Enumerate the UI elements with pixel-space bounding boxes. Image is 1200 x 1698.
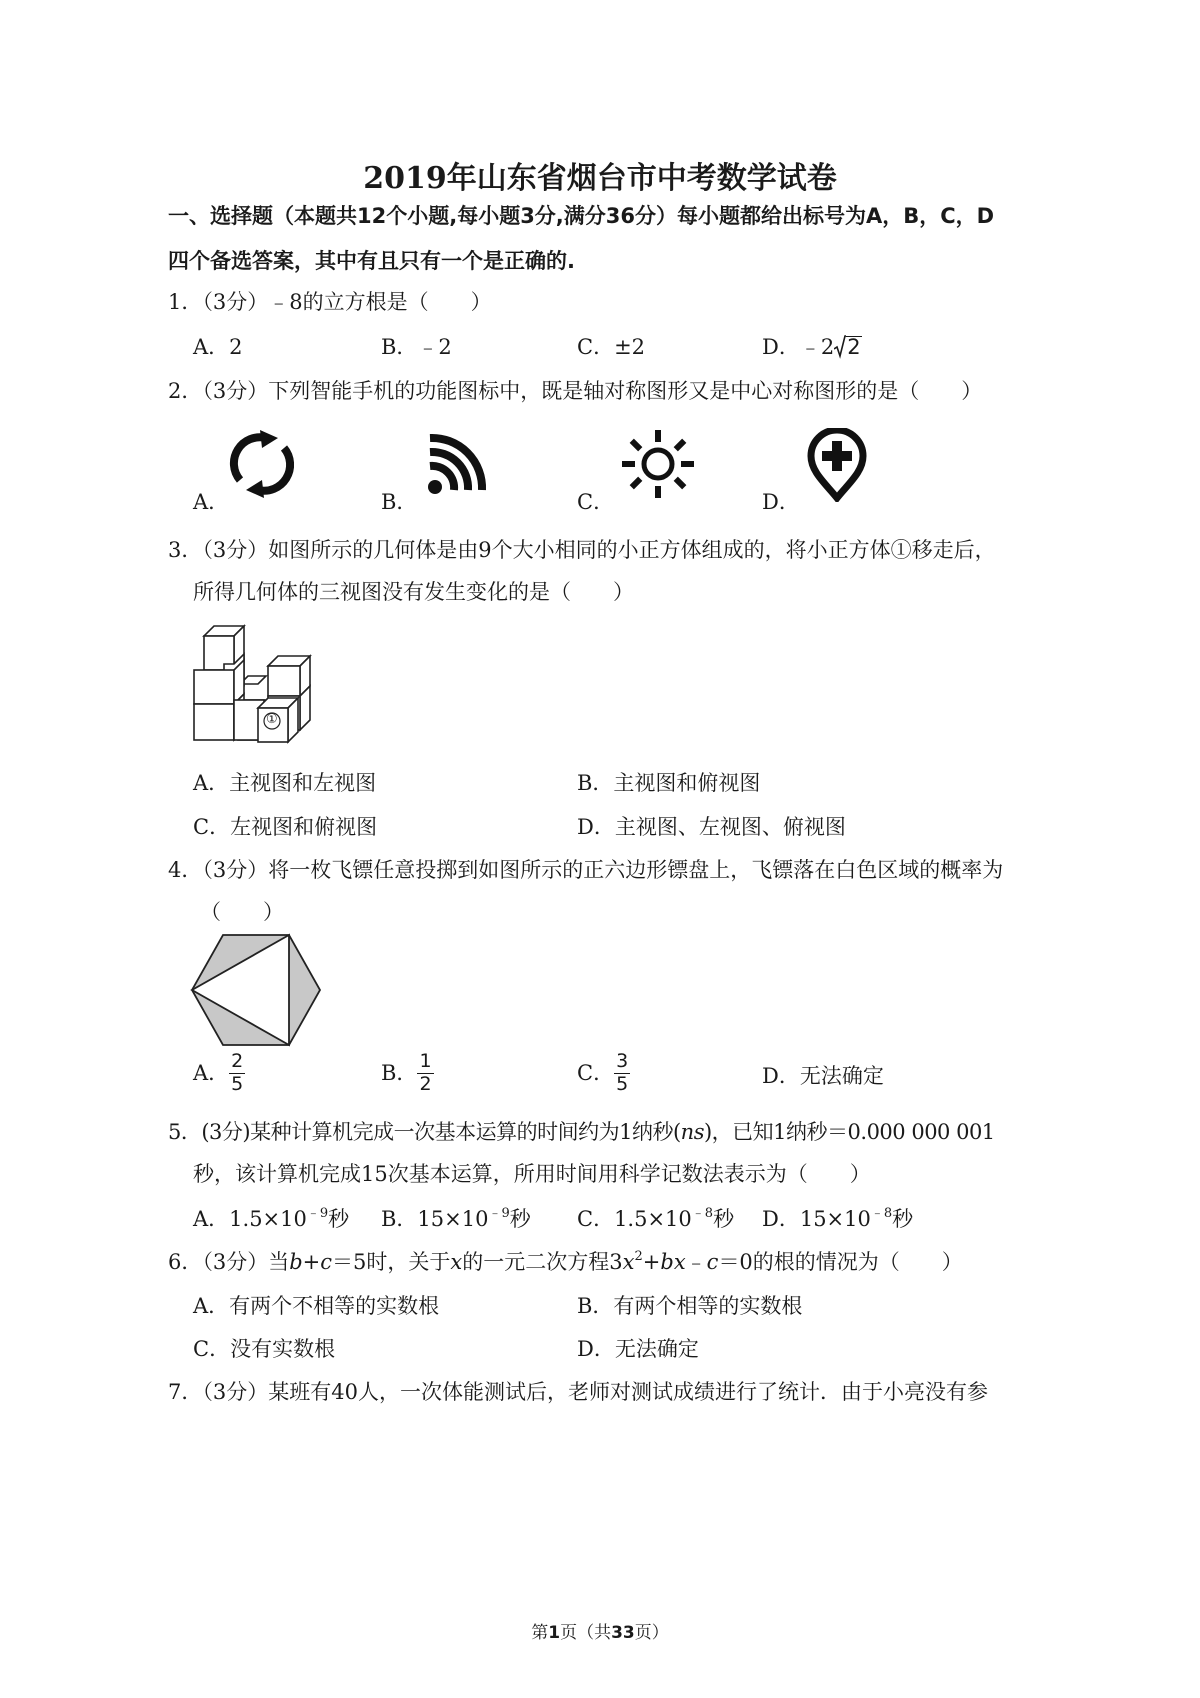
q5-a-base: A．1.5×10 <box>193 1207 307 1231</box>
q6-c: c <box>706 1250 719 1274</box>
question-2-text: 2．（3分）下列智能手机的功能图标中，既是轴对称图形又是中心对称图形的是（ ） <box>168 379 983 403</box>
q4-option-a-fraction <box>229 1052 245 1095</box>
q4-option-b <box>381 1052 434 1095</box>
q2-option-a: A． <box>193 490 230 514</box>
q5-option-c <box>577 1206 735 1231</box>
q5-option-a <box>193 1206 350 1231</box>
q6-bx: bx <box>660 1250 686 1274</box>
q4-option-c-fraction <box>614 1052 630 1095</box>
q6-mid1: ＝5时，关于 <box>332 1250 451 1274</box>
q5-c-unit: 秒 <box>713 1207 735 1231</box>
footer-post: 页） <box>634 1623 669 1643</box>
question-4-line1: 4．（3分）将一枚飞镖任意投掷到如图所示的正六边形镖盘上，飞镖落在白色区域的概率为 <box>168 858 1004 882</box>
footer-total-pages: 33 <box>611 1623 635 1643</box>
footer-page-number: 1 <box>548 1623 561 1643</box>
q5-a-unit: 秒 <box>328 1207 350 1231</box>
q1-option-d-radicand: 2 <box>847 335 861 359</box>
question-7-text: 7．（3分）某班有40人，一次体能测试后，老师对测试成绩进行了统计．由于小亮没有参 <box>168 1380 988 1404</box>
q5-c-exponent: ﹣8 <box>691 1206 714 1221</box>
q3-option-c: C．左视图和俯视图 <box>193 815 378 839</box>
q6-x: x <box>450 1250 463 1274</box>
q1-option-b: B．﹣2 <box>381 335 452 359</box>
q4-option-a <box>193 1052 245 1095</box>
cube-stack-figure <box>188 620 328 748</box>
q5-option-d <box>762 1206 914 1231</box>
page-title: 2019年山东省烟台市中考数学试卷 <box>363 161 837 196</box>
q6-option-b: B．有两个相等的实数根 <box>577 1294 803 1318</box>
fraction-denominator: 5 <box>616 1072 629 1095</box>
q5-unit-ns: ns <box>680 1120 704 1144</box>
q6-exponent: 2 <box>634 1249 643 1264</box>
question-6-text <box>168 1249 963 1274</box>
fraction-numerator: 1 <box>419 1050 432 1072</box>
q5-c-base: C．1.5×10 <box>577 1207 692 1231</box>
fraction-numerator: 3 <box>616 1050 629 1072</box>
q6-minus: ﹣ <box>685 1250 707 1274</box>
q6-option-d: D．无法确定 <box>577 1337 699 1361</box>
q5-a-exponent: ﹣9 <box>306 1206 329 1221</box>
q5-option-b <box>381 1206 531 1231</box>
hexagon-dartboard-figure <box>190 933 322 1047</box>
refresh-icon <box>226 430 298 498</box>
q1-option-d <box>762 335 862 359</box>
sun-icon <box>620 428 696 500</box>
location-plus-icon <box>806 428 868 502</box>
q6-x2: x <box>622 1250 635 1274</box>
q5-line1-pre: 5．(3分)某种计算机完成一次基本运算的时间约为1纳秒( <box>168 1120 681 1144</box>
q5-line1-post: )，已知1纳秒＝0.000 000 001 <box>703 1120 995 1144</box>
q6-option-c: C．没有实数根 <box>193 1337 336 1361</box>
q1-option-d-prefix: D．﹣2 <box>762 335 835 359</box>
q2-option-d: D． <box>762 490 800 514</box>
footer-pre: 第 <box>531 1623 549 1643</box>
question-5-line1 <box>168 1122 995 1143</box>
q4-option-c-prefix: C． <box>577 1060 615 1085</box>
fraction-denominator: 5 <box>231 1072 244 1095</box>
q5-d-unit: 秒 <box>892 1207 914 1231</box>
question-1-text: 1．（3分）﹣8的立方根是（ ） <box>168 290 492 314</box>
section-header-line1: 一、选择题（本题共12个小题,每小题3分,满分36分）每小题都给出标号为A，B，C，D <box>168 204 995 228</box>
cube-label: ① <box>266 712 278 727</box>
q4-option-b-fraction <box>417 1052 433 1095</box>
sqrt-symbol <box>834 335 861 359</box>
q5-b-unit: 秒 <box>509 1207 531 1231</box>
q5-d-exponent: ﹣8 <box>870 1206 893 1221</box>
q5-b-exponent: ﹣9 <box>488 1206 510 1221</box>
fraction-denominator: 2 <box>419 1072 432 1095</box>
footer-mid: 页（共 <box>560 1623 612 1643</box>
q2-option-c: C． <box>577 490 615 514</box>
q3-option-b: B．主视图和俯视图 <box>577 771 761 795</box>
q5-b-base: B．15×10 <box>381 1207 489 1231</box>
q4-option-c <box>577 1052 630 1095</box>
q3-option-d: D．主视图、左视图、俯视图 <box>577 815 846 839</box>
q6-pre: 6．（3分）当 <box>168 1250 290 1274</box>
q6-plus: + <box>642 1250 661 1274</box>
q1-option-a: A．2 <box>193 335 243 359</box>
q4-option-d: D．无法确定 <box>762 1064 884 1088</box>
question-5-line2: 秒，该计算机完成15次基本运算，所用时间用科学记数法表示为（ ） <box>193 1162 871 1186</box>
q6-option-a: A．有两个不相等的实数根 <box>193 1294 440 1318</box>
q6-mid2: 的一元二次方程3 <box>462 1250 623 1274</box>
q5-d-base: D．15×10 <box>762 1207 871 1231</box>
q1-option-c: C．±2 <box>577 335 646 359</box>
q2-option-b: B． <box>381 490 418 514</box>
q4-option-b-prefix: B． <box>381 1060 418 1085</box>
page-footer <box>0 1625 1200 1642</box>
q3-option-a: A．主视图和左视图 <box>193 771 377 795</box>
question-3-line1: 3．（3分）如图所示的几何体是由9个大小相同的小正方体组成的，将小正方体①移走后， <box>168 538 996 562</box>
fraction-numerator: 2 <box>231 1050 244 1072</box>
q4-option-a-prefix: A． <box>193 1060 230 1085</box>
question-4-line2: （ ） <box>200 900 284 924</box>
q6-bc: b+c <box>289 1250 333 1274</box>
question-3-line2: 所得几何体的三视图没有发生变化的是（ ） <box>193 580 634 604</box>
wifi-signal-icon <box>424 432 488 498</box>
q6-post: ＝0的根的情况为（ ） <box>718 1250 963 1274</box>
section-header-line2: 四个备选答案，其中有且只有一个是正确的. <box>168 249 575 273</box>
